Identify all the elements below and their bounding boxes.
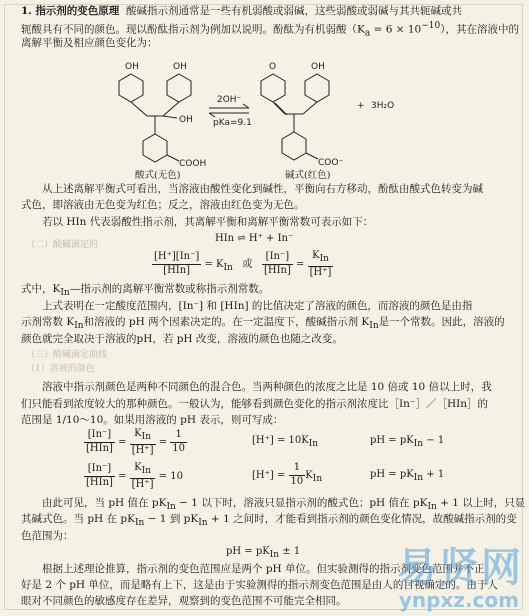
- phenol-ring-left-b: [167, 74, 191, 102]
- intro-line-3: 离解平衡及相应颜色变化为：: [21, 37, 158, 49]
- quinoid-ring-right: [261, 74, 285, 102]
- phenol-ring-left-a: [119, 74, 143, 102]
- intro-line-2: 轭酸具有不同的颜色。现以酚酞指示剂为例加以说明。酚酞为有机弱酸$(K_a = 6 \times 10^{-10})$，其在溶液中的: [21, 21, 519, 39]
- para4-line-3: 范围是 1/10～10。如果用溶液的 pH 表示，则可写成：: [21, 414, 284, 426]
- watermark-url: ynpxz.com: [398, 588, 519, 613]
- section-heading: [21, 5, 462, 18]
- benzoate-ring-right: [282, 132, 306, 160]
- coo-label: COO⁻: [318, 158, 344, 168]
- phenolphthalein-reaction-diagram: [95, 52, 435, 182]
- para5-line-3: 色范围为：: [21, 530, 74, 542]
- heading-number: 1.: [21, 5, 32, 17]
- dissociation-constant-equation: $\frac{[H^+][In^-]}{\text{[HIn]}}$ = $K_{In}$ 或 $\frac{[In^-]}{\text{[HIn]}}$ = $\frac{K_{In}}{[H^+]}$: [154, 250, 332, 278]
- fraction-2: $\frac{[In^-]}{\text{[HIn]}}$: [263, 251, 291, 277]
- para2-line-2: 式色，即溶液由无色变为红色；反之，溶液由红色变为无色。: [21, 199, 305, 211]
- plus-sign: +: [357, 101, 365, 111]
- intro-line-1: 酸碱指示剂通常是一些有机弱酸或弱碱，这些弱酸或弱碱与其共轭碱或共: [126, 5, 462, 17]
- oh-label-center: OH: [179, 115, 193, 125]
- faint-text-b: （三）酸碱滴定曲线: [26, 350, 108, 360]
- oh-label-right: OH: [311, 62, 325, 72]
- para3-line-1: 式中，$K_{In}—$指示剂的离解平衡常数或称指示剂常数。: [21, 283, 270, 299]
- heading-title: 指示剂的变色原理: [35, 5, 120, 17]
- para5-line-1: 由此可见，当 pH 值在 $pK_{In} - 1$ 以下时，溶液只显指示剂的酸式色；pH 值在 $pK_{In} + 1$ 以上时，只显: [42, 497, 526, 513]
- equilibrium-equation: HIn ⇌ H⁺ + In⁻: [215, 233, 294, 244]
- h-conc-row-2: [H⁺] = $\frac{1}{10}$ $K_{In}$: [252, 462, 323, 487]
- acid-form-label: 酸式(无色): [135, 170, 181, 181]
- water-label: 3H₂O: [371, 101, 395, 111]
- color-change-range: pH = $pK_{In} \pm 1$: [226, 546, 301, 560]
- fraction-3: $\frac{K_{In}}{[H^+]}$: [309, 250, 332, 278]
- para4-line-1: 溶液中指示剂颜色是两种不同颜色的混合色。当两种颜色的浓度之比是 10 倍或 10 倍以上时，我: [42, 381, 492, 393]
- oh-label-left-a: OH: [125, 62, 139, 72]
- para4-line-2: 们只能看到浓度较大的那种颜色。一般认为，能够看到颜色变化的指示剂浓度比［In⁻］／［HIn］的: [21, 398, 489, 410]
- cooh-label: COOH: [179, 159, 207, 169]
- para5-line-2: 其碱式色。当 pH 在 $pK_{In} - 1$ 到 $pK_{In} + 1$ 之间时，才能看到指示剂的颜色变化情况，故酸碱指示剂的变: [21, 513, 517, 529]
- para3-line-4: 颜色就完全取决于溶液的pH，若 pH 改变，溶液的颜色也随之改变。: [21, 333, 343, 345]
- watermark-logo: 易贤网: [397, 544, 523, 591]
- para6-line-2: 好是 2 个 pH 单位，而是略有上下，这是由于实验测得的指示剂变色范围是由人的目视确定的。由于人: [21, 579, 498, 591]
- phenolate-ring-right: [305, 74, 329, 102]
- para6-line-1: 根据上述理论推算，指示剂的变色范围应是两个 pH 单位。但实验测得的指示剂变色范围并不正: [42, 563, 485, 575]
- benzoic-ring-left: [143, 134, 167, 162]
- ph-row-1: pH = $pK_{In} - 1$: [370, 435, 445, 449]
- oh-label-left-b: OH: [173, 62, 187, 72]
- para3-line-2: 上式表明在一定酸度范围内，[In⁻] 和 [HIn] 的比值决定了溶液的颜色，而溶液的颜色是由指: [42, 300, 473, 312]
- faint-text-c: （1）溶液的颜色: [26, 364, 95, 374]
- arrow-top-label: 2OH⁻: [217, 95, 242, 105]
- h-conc-row-1: $[H^+] = 10K_{In}$: [252, 435, 319, 449]
- para2-line-3: 若以 HIn 代表弱酸性指示剂，其离解平衡和离解平衡常数可表示如下：: [42, 216, 374, 228]
- base-form-label: 碱式(红色): [285, 170, 331, 181]
- ratio-row-1: $\frac{[In^-]}{\text{[HIn]}}$ = $\frac{K_{In}}{[H^+]}$ = $\frac{1}{10}$: [86, 428, 185, 456]
- faint-text-a: （二）酸碱滴定的: [26, 240, 99, 250]
- para3-line-3: 示剂常数 $K_{In}$和溶液的 pH 两个因素决定的。在一定温度下，酸碱指示剂 $K_{In}$是一个常数。因此，溶液的: [21, 316, 505, 332]
- arrow-bottom-label: pKa=9.1: [213, 118, 252, 128]
- ratio-row-2: $\frac{[In^-]}{\text{[HIn]}}$ = $\frac{K_{In}}{[H^+]}$ = 10: [86, 462, 183, 490]
- ph-row-2: pH = $pK_{In} + 1$: [370, 469, 445, 483]
- o-label-right: O: [269, 62, 277, 72]
- fraction-1: $\frac{[H^+][In^-]}{\text{[HIn]}}$: [154, 251, 200, 277]
- para6-line-3: 眼对不同颜色的敏感度存在差异，观察到的变色范围不可能完全相同。: [21, 595, 347, 607]
- para2-line-1: 从上述离解平衡式可看出，当溶液由酸性变化到碱性，平衡向右方移动，酚酞由酸式色转变为碱: [42, 183, 483, 195]
